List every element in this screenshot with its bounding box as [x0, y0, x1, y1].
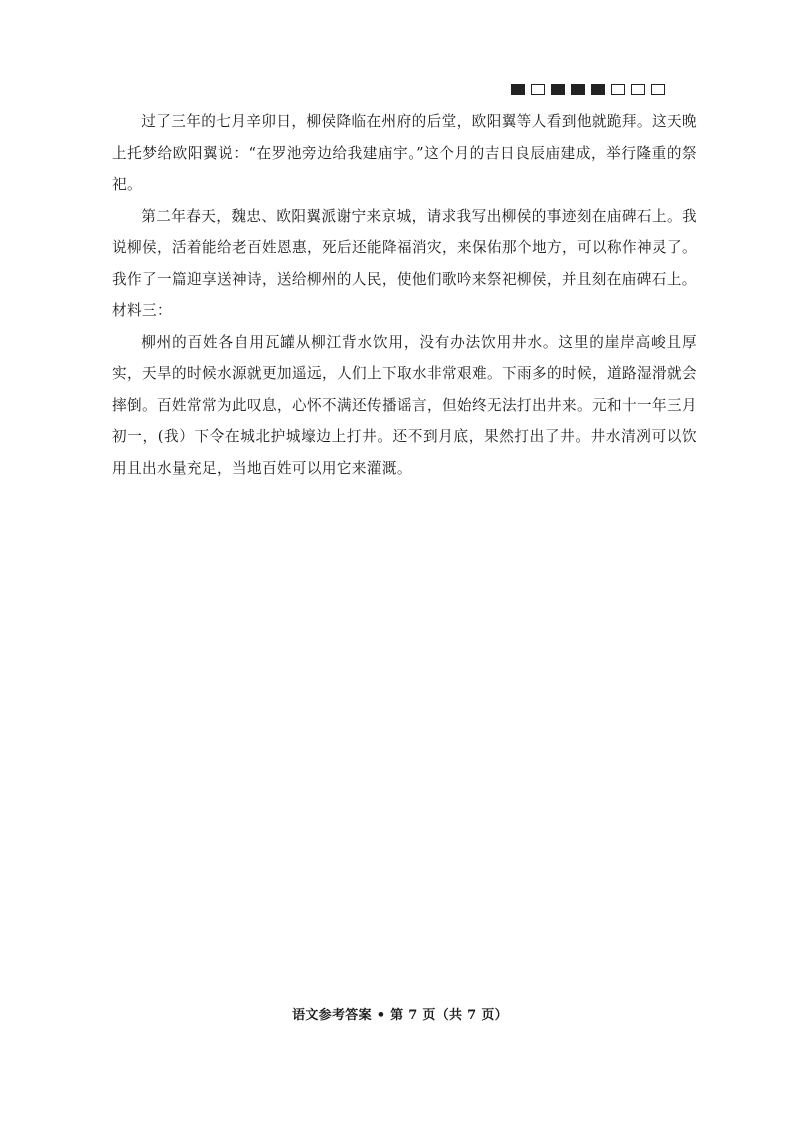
- progress-square-empty: [631, 84, 645, 95]
- progress-square-empty: [611, 84, 625, 95]
- progress-square-filled: [511, 84, 525, 95]
- paragraph-3: 柳州的百姓各自用瓦罐从柳江背水饮用，没有办法饮用井水。这里的崖岸高峻且厚实，天旱的时候水源就更加遥远，人们上下取水非常艰难。下雨多的时候，道路湿滑就会摔倒。百姓常常为此叹息，心怀不满还传播谣言，但始终无法打出井来。元和十一年三月初一，(我）下令在城北护城壕边上打井。还不到月底，果然打出了井。井水清冽可以饮用且出水量充足，当地百姓可以用它来灌溉。: [112, 333, 697, 477]
- section-heading: 材料三：: [112, 302, 172, 319]
- paragraph-1: 过了三年的七月辛卯日，柳侯降临在州府的后堂，欧阳翼等人看到他就跪拜。这天晚上托梦给欧阳翼说：“在罗池旁边给我建庙宇。”这个月的吉日良辰庙建成，举行隆重的祭祀。: [112, 113, 697, 193]
- progress-square-filled: [551, 84, 565, 95]
- answer-text: [112, 106, 697, 484]
- progress-square-filled: [591, 84, 605, 95]
- progress-square-empty: [651, 84, 665, 95]
- progress-square-filled: [571, 84, 585, 95]
- paragraph-2: 第二年春天，魏忠、欧阳翼派谢宁来京城，请求我写出柳侯的事迹刻在庙碑石上。我说柳侯，活着能给老百姓恩惠，死后还能降福消灾，来保佑那个地方，可以称作神灵了。我作了一篇迎享送神诗，送给柳州的人民，使他们歌吟来祭祀柳侯，并且刻在庙碑石上。: [112, 207, 697, 288]
- progress-square-empty: [531, 84, 545, 95]
- progress-squares: [511, 84, 665, 95]
- page-footer: 语文参考答案 • 第 7 页（共 7 页）: [292, 1008, 508, 1023]
